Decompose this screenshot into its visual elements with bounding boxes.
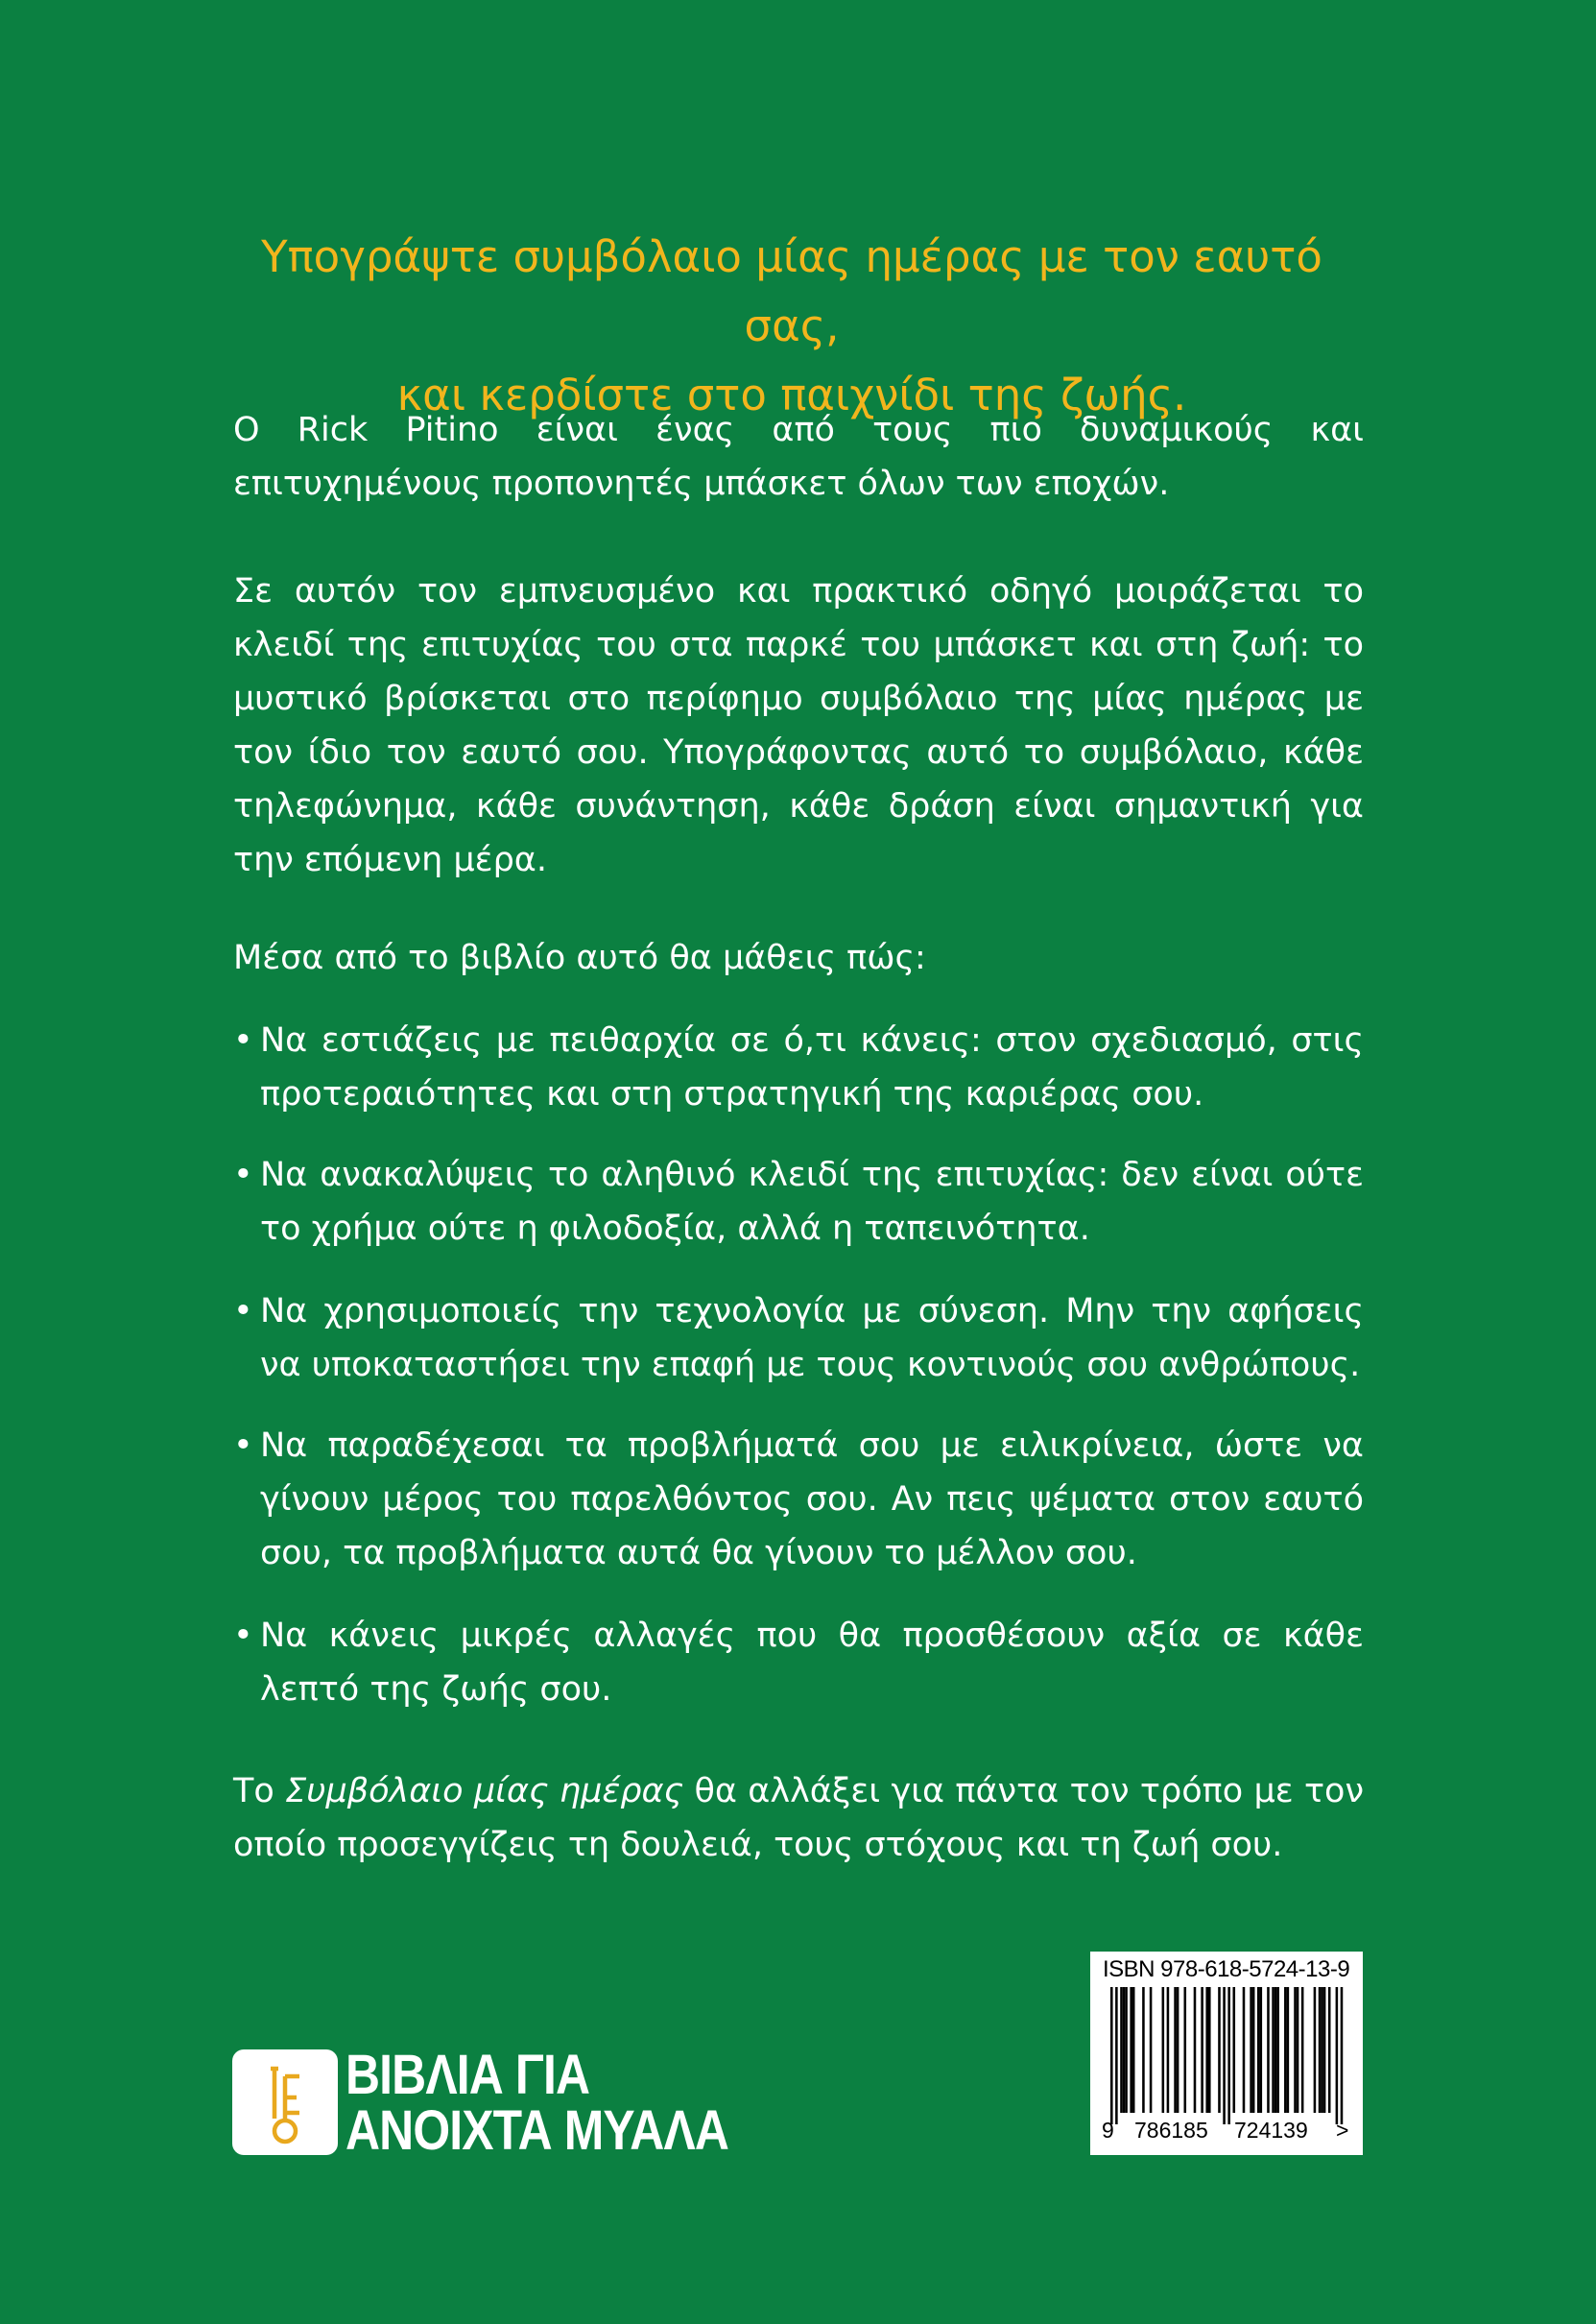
publisher-line-1: ΒΙΒΛΙΑ ΓΙΑ [345, 2044, 590, 2106]
barcode-digit-group-1: 786185 [1134, 2118, 1208, 2143]
barcode-bar [1194, 1987, 1197, 2113]
barcode-bar [1120, 1987, 1123, 2113]
barcode-bar [1233, 1987, 1236, 2113]
barcode-bar [1321, 1987, 1323, 2113]
barcode-bar [1223, 1987, 1226, 2124]
learn-intro: Μέσα από το βιβλίο αυτό θα μάθεις πώς: [233, 939, 926, 977]
barcode-bar [1287, 1987, 1290, 2113]
isbn-label: ISBN 978-618-5724-13-9 [1103, 1956, 1350, 1982]
key-e-icon [232, 2049, 338, 2155]
barcode-bar [1260, 1987, 1263, 2113]
barcode-bar [1123, 1987, 1126, 2113]
barcode-bar [1336, 1987, 1339, 2124]
barcode-bar [1294, 1987, 1297, 2113]
bullet-item [233, 1419, 1364, 1580]
barcode-bar [1174, 1987, 1177, 2113]
barcode-bar [1272, 1987, 1274, 2113]
barcode-bar [1267, 1987, 1270, 2113]
barcode-bar [1276, 1987, 1279, 2113]
closing-suffix: θα αλλάξει για πάντα τον τρόπο με τον οποίο προσεγγίζεις τη δουλειά, τους στόχους και τη ζωή σου. [233, 1772, 1365, 1864]
barcode-bar [1205, 1987, 1208, 2113]
publisher-name [345, 2044, 729, 2162]
bullet-marker: • [233, 1156, 253, 1194]
closing-prefix: Το [233, 1772, 286, 1810]
bullet-marker: • [233, 1292, 253, 1330]
bullet-item [233, 1014, 1364, 1121]
bullet-item [233, 1609, 1364, 1716]
barcode-bar [1243, 1987, 1246, 2113]
barcode-digit-first: 9 [1102, 2118, 1114, 2143]
barcode-bar [1328, 1987, 1331, 2113]
barcode-bar [1341, 1987, 1344, 2124]
barcode-bar [1177, 1987, 1179, 2113]
barcode-bar [1301, 1987, 1304, 2113]
bullet-marker: • [233, 1021, 253, 1060]
barcode-bar [1110, 1987, 1113, 2124]
bullet-text: Να παραδέχεσαι τα προβλήματά σου με ειλικρίνεια, ώστε να γίνουν μέρος του παρελθόντος σου. Αν πεις ψέματα στον εαυτό σου, τα προβλήματα αυτά θα γίνουν το μέλλον σου. [260, 1426, 1364, 1572]
barcode-bar [1167, 1987, 1170, 2113]
bullet-marker: • [233, 1617, 253, 1655]
tagline [221, 223, 1363, 430]
publisher-line-2: ΑΝΟΙΧΤΑ ΜΥΑΛΑ [345, 2099, 729, 2162]
bullet-text: Να κάνεις μικρές αλλαγές που θα προσθέσουν αξία σε κάθε λεπτό της ζωής σου. [260, 1617, 1364, 1709]
bullet-item [233, 1148, 1364, 1256]
barcode-bar [1257, 1987, 1260, 2113]
barcode-bar [1314, 1987, 1317, 2113]
barcode-bar [1125, 1987, 1128, 2113]
barcode-bar [1297, 1987, 1299, 2113]
closing-paragraph [233, 1764, 1364, 1872]
barcode-bar [1130, 1987, 1132, 2113]
bullet-item [233, 1284, 1364, 1392]
barcode-bar [1132, 1987, 1135, 2113]
logo-badge [232, 2049, 338, 2155]
barcode-bar [1274, 1987, 1277, 2113]
barcode-bar [1284, 1987, 1287, 2113]
barcode-digit-group-2: 724139 [1234, 2118, 1308, 2143]
bullet-text: Να ανακαλύψεις το αληθινό κλειδί της επιτυχίας: δεν είναι ούτε το χρήμα ούτε η φιλοδοξία, αλλά η ταπεινότητα. [260, 1156, 1364, 1248]
bullet-text: Να χρησιμοποιείς την τεχνολογία με σύνεση. Μην την αφήσεις να υποκαταστήσει την επαφή με τους κοντινούς σου ανθρώπους. [260, 1292, 1364, 1384]
isbn-barcode [1090, 1952, 1363, 2155]
barcode-bar [1319, 1987, 1322, 2113]
barcode-bar [1218, 1987, 1221, 2113]
tagline-line-2: και κερδίστε στο παιχνίδι της ζωής. [396, 370, 1187, 420]
barcode-bar [1150, 1987, 1153, 2113]
bullet-marker: • [233, 1426, 253, 1465]
barcode-bar [1142, 1987, 1145, 2113]
bullet-text: Να εστιάζεις με πειθαρχία σε ό,τι κάνεις: στον σχεδιασμό, στις προτεραιότητες και στη στρατηγική της καριέρας σου. [260, 1021, 1364, 1114]
barcode-bar [1250, 1987, 1252, 2113]
barcode-bar [1201, 1987, 1203, 2113]
intro-paragraph: Ο Rick Pitino είναι ένας από τους πιο δυναμικούς και επιτυχημένους προπονητές μπάσκετ όλων των εποχών. [233, 411, 1364, 503]
tagline-line-1: Υπογράψτε συμβόλαιο μίας ημέρας με τον εαυτό σας, [261, 231, 1322, 351]
secret-paragraph: Σε αυτόν τον εμπνευσμένο και πρακτικό οδηγό μοιράζεται το κλειδί της επιτυχίας του στα παρκέ του μπάσκετ και στη ζωή: το μυστικό βρίσκεται στο περίφημο συμβόλαιο της μίας ημέρας με τον ίδιο τον εαυτό σου. Υπογράφοντας αυτό το συμβόλαιο, κάθε τηλεφώνημα, κάθε συνάντηση, κάθε δράση είναι σημαντική για την επόμενη μέρα. [233, 572, 1364, 879]
barcode-bar [1162, 1987, 1165, 2113]
barcode-bar [1184, 1987, 1187, 2113]
barcode-bar [1208, 1987, 1211, 2113]
book-title: Συμβόλαιο μίας ημέρας [285, 1772, 684, 1810]
barcode-digit-end: > [1336, 2118, 1349, 2143]
barcode-bars [1090, 1952, 1363, 2155]
barcode-bar [1323, 1987, 1326, 2113]
publisher-logo [232, 2044, 770, 2162]
barcode-bar [1252, 1987, 1255, 2113]
barcode-bar [1227, 1987, 1230, 2124]
barcode-bar [1115, 1987, 1118, 2124]
